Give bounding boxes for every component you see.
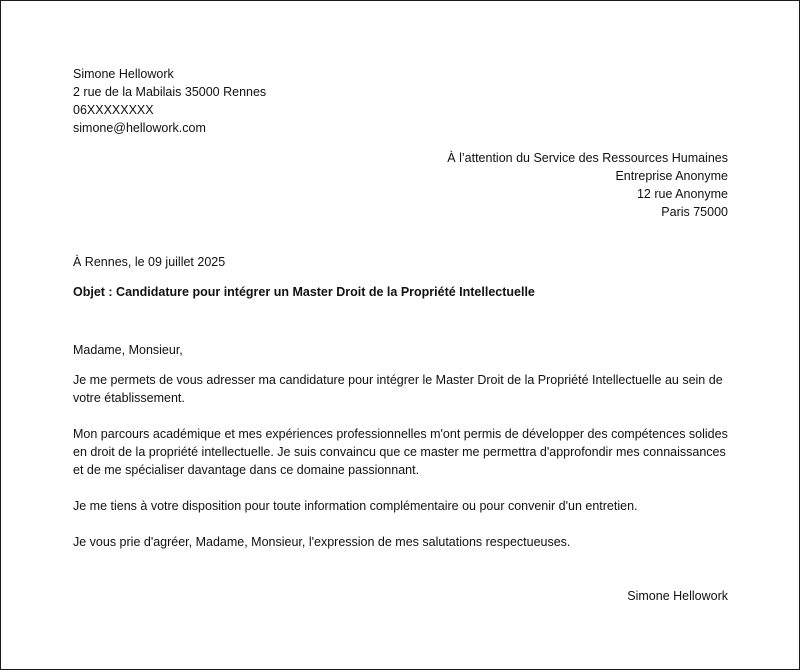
recipient-block — [73, 149, 728, 221]
sender-email: simone@hellowork.com — [73, 121, 206, 135]
recipient-city: Paris 75000 — [661, 205, 728, 219]
recipient-company: Entreprise Anonyme — [615, 169, 728, 183]
sender-phone: 06XXXXXXXX — [73, 103, 154, 117]
date-line: À Rennes, le 09 juillet 2025 — [73, 255, 226, 269]
paragraph-availability: Je me tiens à votre disposition pour toute information complémentaire ou pour convenir d'un entretien. — [73, 499, 638, 513]
salutation: Madame, Monsieur, — [73, 343, 183, 357]
sender-name: Simone Hellowork — [73, 67, 174, 81]
signature: Simone Hellowork — [627, 589, 728, 603]
paragraph-closing: Je vous prie d'agréer, Madame, Monsieur, l'expression de mes salutations respectueuses. — [73, 535, 571, 549]
paragraph-background: Mon parcours académique et mes expériences professionnelles m'ont permis de développer des compétences solides en droit de la propriété intellectuelle. Je suis convaincu que ce master me permettra d'approfondir mes connaissances et de me spécialiser davantage dans ce domaine passionnant. — [73, 427, 728, 477]
subject-line: Objet : Candidature pour intégrer un Master Droit de la Propriété Intellectuelle — [73, 285, 535, 299]
paragraph-intro: Je me permets de vous adresser ma candidature pour intégrer le Master Droit de la Propriété Intellectuelle au sein de votre établissement. — [73, 373, 723, 405]
sender-address: 2 rue de la Mabilais 35000 Rennes — [73, 85, 267, 99]
recipient-street: 12 rue Anonyme — [636, 187, 728, 201]
letter-body — [73, 65, 728, 605]
sender-block — [73, 65, 728, 137]
recipient-attention: À l’attention du Service des Ressources Humaines — [447, 151, 728, 165]
